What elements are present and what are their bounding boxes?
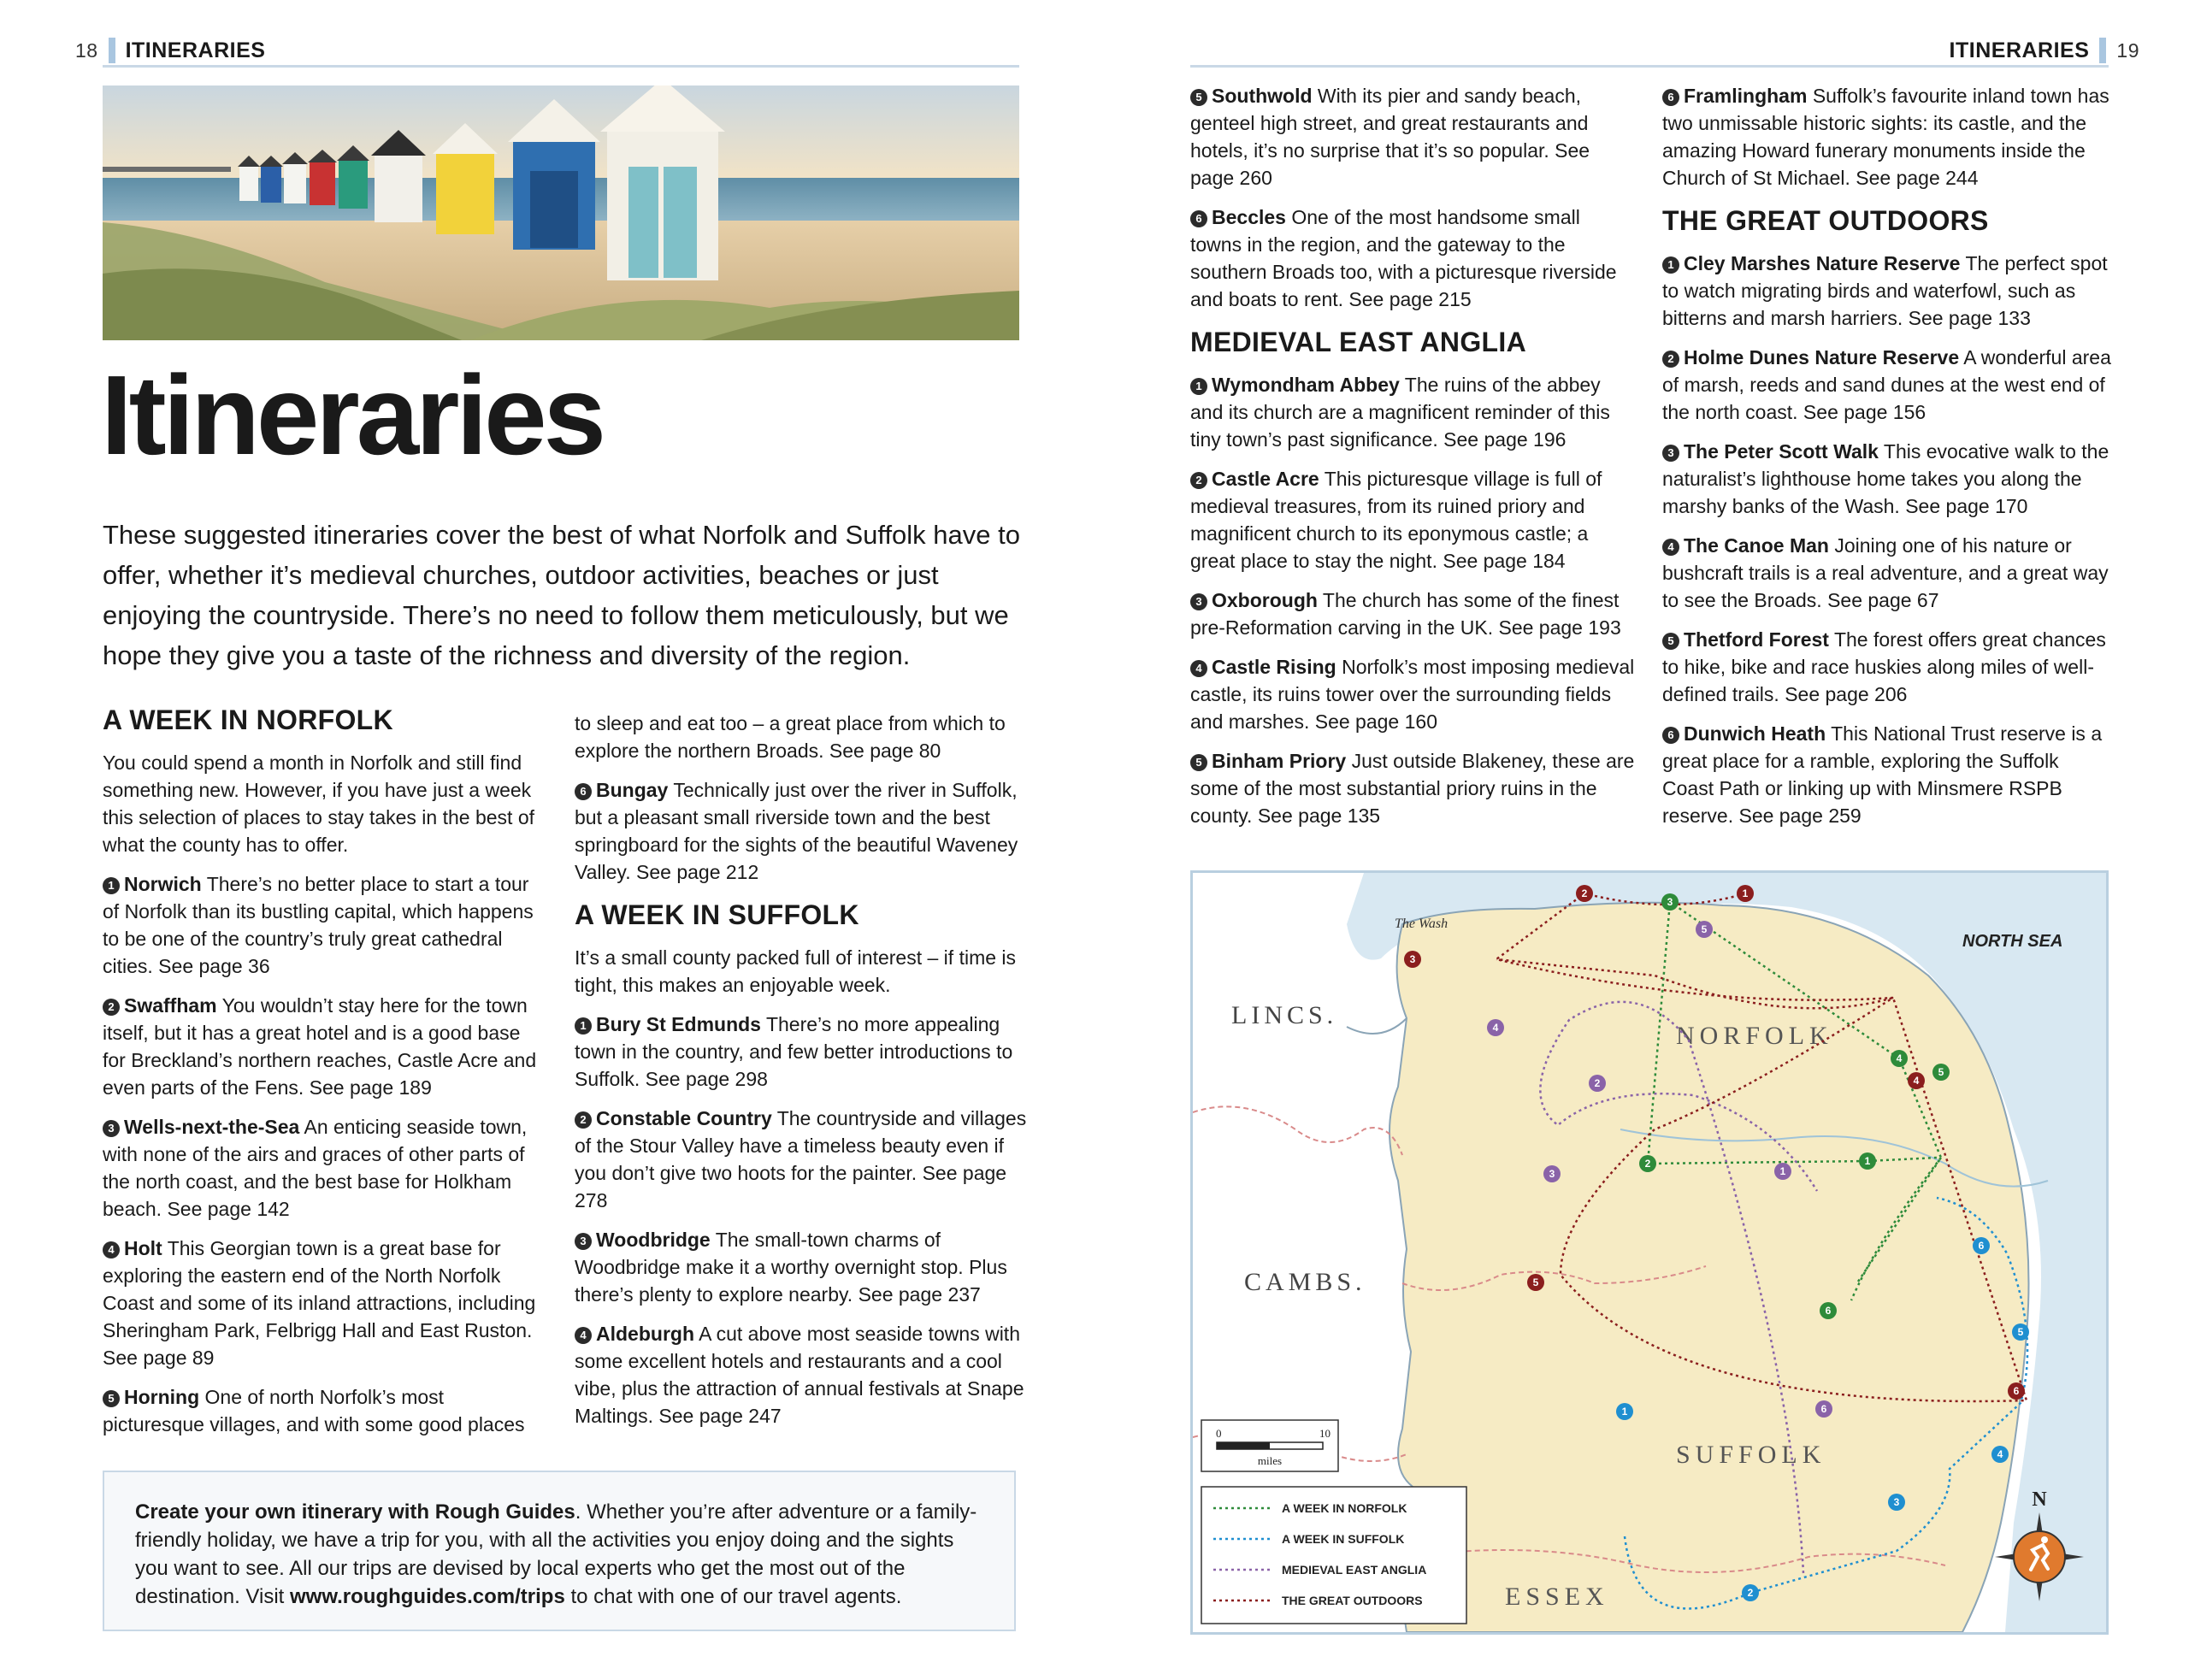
svg-text:2: 2 [1581,887,1588,899]
number-badge: 1 [1662,256,1679,274]
marker-medieval-6 [1815,1400,1832,1418]
svg-text:4: 4 [1896,1052,1903,1064]
page-title: Itineraries [101,352,603,478]
marker-norfolk-5 [1932,1064,1950,1081]
svg-text:1: 1 [1621,1406,1628,1418]
number-badge: 5 [103,1390,120,1407]
left-running-header [75,36,265,65]
item-name: Southwold [1212,85,1313,107]
item-name: Framlingham [1684,85,1808,107]
svg-text:4: 4 [1492,1022,1499,1034]
header-bar [2099,38,2106,63]
promo-lead: Create your own itinerary with Rough Guides [135,1500,575,1524]
item-name: Castle Acre [1212,468,1319,490]
marker-norfolk-6 [1820,1302,1837,1319]
svg-text:miles: miles [1257,1454,1283,1467]
marker-suffolk-1 [1616,1403,1633,1420]
svg-text:5: 5 [1701,923,1708,935]
marker-norfolk-2 [1639,1155,1656,1172]
svg-text:6: 6 [1978,1240,1985,1252]
marker-outdoors-1 [1737,885,1754,902]
number-badge: 5 [1662,633,1679,650]
promo-text: . Whether you’re after adventure or a family-friendly holiday, we have a trip for you, with all the activities you enjoy doing and the sights you want to see. All our trips are devised by local experts who get the most out of the destination. Visit [135,1500,977,1608]
item-name: Norwich [124,873,202,895]
outdoors-heading: THE GREAT OUTDOORS [1662,205,1989,236]
list-item [1662,626,2115,708]
list-item [1662,532,2115,614]
norfolk-heading: A WEEK IN NORFOLK [103,704,393,735]
itinerary-map [1190,870,2109,1635]
list-item [103,992,547,1101]
marker-suffolk-2 [1742,1584,1759,1601]
right-running-header [1950,36,2139,65]
map-label-lincs: LINCS. [1231,1001,1338,1029]
item-text: You wouldn’t stay here for the town itself, but it has a great hotel and is a good base for Breckland’s northern reaches, Castle Acre and even parts of the Fens. See page 189 [103,994,537,1099]
marker-outdoors-6 [2008,1382,2025,1400]
item-name: Bury St Edmunds [596,1013,761,1035]
marker-suffolk-6 [1973,1237,1990,1254]
item-name: Aldeburgh [596,1323,694,1345]
svg-text:THE GREAT OUTDOORS: THE GREAT OUTDOORS [1282,1594,1423,1607]
medieval-heading: MEDIEVAL EAST ANGLIA [1190,327,1526,357]
outdoors-column [1662,82,2115,841]
item-name: Beccles [1212,206,1286,228]
list-item [1190,653,1635,735]
number-badge: 4 [1662,539,1679,556]
item-name: Dunwich Heath [1684,722,1826,745]
marker-suffolk-5 [2012,1323,2029,1341]
item-text: This Georgian town is a great base for exploring the eastern end of the North Norfolk Coast and some of its inland attractions, including Sheringham Park, Felbrigg Hall and East Ruston. See page 89 [103,1237,536,1369]
number-badge: 1 [1190,378,1207,395]
item-text: Just outside Blakeney, these are some of the most substantial priory ruins in the county. See page 135 [1190,750,1635,827]
item-text: A wonderful area of marsh, reeds and sand dunes at the west end of the north coast. See page 156 [1662,346,2111,423]
list-item [1190,465,1635,575]
item-text: The small-town charms of Woodbridge make it a worthy overnight stop. Plus there’s plenty to explore nearby. See page 237 [575,1229,1007,1306]
suffolk-column [575,710,1028,1441]
item-text: This picturesque village is full of medieval treasures, from its ruined priory and magnificent church to its eponymous castle; a great place to stay the night. See page 184 [1190,468,1602,572]
medieval-column [1190,82,1635,841]
number-badge: 6 [1662,89,1679,106]
number-badge: 4 [103,1241,120,1259]
left-page-number: 18 [75,38,98,62]
item-text: Technically just over the river in Suffolk, but a pleasant small riverside town and the best springboard for the sights of the beautiful Waveney Valley. See page 212 [575,779,1018,883]
item-name: Wells-next-the-Sea [124,1116,300,1138]
marker-outdoors-2 [1576,885,1593,902]
header-rule [103,65,1019,68]
number-badge: 6 [575,783,592,800]
item-name: The Peter Scott Walk [1684,440,1879,463]
right-section-label: ITINERARIES [1949,38,2090,62]
beach-huts-photo [103,85,1019,340]
number-badge: 6 [1662,727,1679,744]
number-badge: 2 [1662,351,1679,368]
item-text: One of north Norfolk’s most picturesque villages, and with some good places [103,1386,525,1435]
item-name: Cley Marshes Nature Reserve [1684,252,1961,274]
item-name: Constable Country [596,1107,772,1129]
list-item [103,1113,547,1223]
item-text: The perfect spot to watch migrating birds and waterfowl, such as bitterns and marsh harriers. See page 133 [1662,252,2108,329]
number-badge: 4 [575,1327,592,1344]
item-text: A cut above most seaside towns with some excellent hotels and restaurants and a cool vibe, plus the attraction of annual festivals at Snape Maltings. See page 247 [575,1323,1024,1427]
item-text: The church has some of the finest pre-Reformation carving in the UK. See page 193 [1190,589,1621,639]
item-text: The forest offers great chances to hike, bike and race huskies along miles of well-defined trails. See page 206 [1662,628,2106,705]
svg-text:1: 1 [1779,1165,1786,1177]
marker-medieval-3 [1543,1165,1561,1182]
item-text: One of the most handsome small towns in the region, and the gateway to the southern Broads too, with a picturesque riverside and boats to rent. See page 215 [1190,206,1617,310]
scale-bar [1201,1420,1338,1471]
svg-text:3: 3 [1409,953,1416,965]
item-name: Binham Priory [1212,750,1347,772]
item-text: The ruins of the abbey and its church are a magnificent reminder of this tiny town’s past significance. See page 196 [1190,374,1610,451]
item-name: Holt [124,1237,162,1259]
item-text: Norfolk’s most imposing medieval castle, its ruins tower over the surrounding fields and marshes. See page 160 [1190,656,1635,733]
marker-suffolk-4 [1991,1446,2009,1463]
promo-link[interactable]: www.roughguides.com/trips [290,1585,565,1608]
item-name: Swaffham [124,994,217,1017]
norfolk-column [103,703,547,1450]
number-badge: 6 [1190,210,1207,227]
svg-text:2: 2 [1594,1077,1601,1089]
item-name: Wymondham Abbey [1212,374,1400,396]
number-badge: 3 [103,1120,120,1137]
promo-text-end: to chat with one of our travel agents. [564,1585,902,1608]
item-text: Joining one of his nature or bushcraft trails is a real adventure, and a great way to see the Broads. See page 67 [1662,534,2109,611]
svg-text:0: 0 [1216,1427,1222,1440]
list-item [1190,587,1635,641]
list-item-continued: to sleep and eat too – a great place from which to explore the northern Broads. See page 80 [575,712,1006,762]
suffolk-intro: It’s a small county packed full of interest – if time is tight, this makes an enjoyable week. [575,946,1017,996]
item-text: This National Trust reserve is a great place for a ramble, exploring the Suffolk Coast Path or linking up with Minsmere RSPB reserve. See page 259 [1662,722,2103,827]
list-item [1662,250,2115,332]
number-badge: 4 [1190,660,1207,677]
item-text: The countryside and villages of the Stour Valley have a timeless beauty even if you don’t give two hoots for the painter. See page 278 [575,1107,1027,1211]
number-badge: 5 [1190,89,1207,106]
item-text: This evocative walk to the naturalist’s lighthouse home takes you along the marshy banks of the Wash. See page 170 [1662,440,2109,517]
svg-text:1: 1 [1742,887,1749,899]
item-name: Holme Dunes Nature Reserve [1684,346,1960,368]
item-name: Woodbridge [596,1229,711,1251]
item-name: Castle Rising [1212,656,1336,678]
header-bar [109,38,115,63]
item-name: Bungay [596,779,669,801]
marker-norfolk-3 [1661,893,1679,911]
number-badge: 1 [575,1017,592,1035]
map-label-norfolk: NORFOLK [1676,1022,1833,1050]
item-text: There’s no more appealing town in the country, and few better introductions to Suffolk. See page 298 [575,1013,1013,1090]
list-item [1662,720,2115,829]
svg-text:3: 3 [1893,1496,1900,1508]
number-badge: 3 [575,1233,592,1250]
svg-text:N: N [2032,1488,2047,1511]
list-item [1190,82,1635,192]
svg-text:2: 2 [1644,1158,1651,1170]
item-name: Oxborough [1212,589,1318,611]
svg-text:1: 1 [1864,1155,1871,1167]
header-rule [1190,65,2109,68]
item-text: An enticing seaside town, with none of the airs and graces of other parts of the north coast, and the best base for Holkham beach. See page 142 [103,1116,528,1220]
marker-outdoors-5 [1527,1274,1544,1291]
svg-text:4: 4 [1913,1075,1920,1087]
number-badge: 2 [1190,472,1207,489]
item-name: Horning [124,1386,200,1408]
svg-text:10: 10 [1319,1427,1331,1440]
svg-text:3: 3 [1549,1168,1555,1180]
item-name: Thetford Forest [1684,628,1829,651]
svg-text:MEDIEVAL EAST ANGLIA: MEDIEVAL EAST ANGLIA [1282,1563,1427,1577]
map-label-cambs: CAMBS. [1244,1268,1366,1296]
map-label-north-sea: NORTH SEA [1962,932,2063,951]
number-badge: 2 [575,1111,592,1129]
svg-text:2: 2 [1747,1587,1754,1599]
svg-text:4: 4 [1997,1448,2003,1460]
item-text: There’s no better place to start a tour of Norfolk than its bustling capital, which happens to be one of the country’s truly great cathedral cities. See page 36 [103,873,534,977]
marker-outdoors-4 [1908,1072,1925,1089]
list-item [575,776,1028,886]
map-label-suffolk: SUFFOLK [1676,1441,1826,1469]
map-label-wash: The Wash [1395,917,1449,931]
promo-box [103,1471,1016,1631]
item-name: The Canoe Man [1684,534,1829,557]
svg-text:3: 3 [1667,896,1673,908]
svg-text:6: 6 [1820,1403,1827,1415]
marker-medieval-4 [1487,1019,1504,1036]
marker-medieval-5 [1696,921,1713,938]
number-badge: 5 [1190,754,1207,771]
number-badge: 1 [103,877,120,894]
svg-text:A WEEK IN NORFOLK: A WEEK IN NORFOLK [1282,1501,1407,1515]
marker-suffolk-3 [1888,1494,1905,1511]
svg-text:6: 6 [2013,1385,2020,1397]
number-badge: 3 [1190,593,1207,610]
number-badge: 3 [1662,445,1679,462]
map-label-essex: ESSEX [1505,1583,1609,1611]
land-area [1390,903,2029,1632]
marker-norfolk-4 [1891,1050,1908,1067]
list-item [103,1383,547,1438]
list-item [1662,438,2115,520]
list-item [103,870,547,980]
svg-text:5: 5 [2017,1326,2024,1338]
left-page [0,0,1094,1680]
list-item [575,1226,1028,1308]
number-badge: 2 [103,999,120,1016]
marker-outdoors-3 [1404,951,1421,968]
left-section-label: ITINERARIES [125,38,266,62]
list-item [575,1105,1028,1214]
marker-norfolk-1 [1859,1152,1876,1170]
right-page-number: 19 [2116,38,2139,62]
svg-text:5: 5 [1938,1066,1944,1078]
suffolk-heading: A WEEK IN SUFFOLK [575,899,859,930]
list-item [1662,344,2115,426]
right-page [1094,0,2189,1680]
list-item [575,1320,1028,1429]
map-legend [1201,1487,1466,1624]
marker-medieval-1 [1774,1163,1791,1180]
svg-text:6: 6 [1825,1305,1832,1317]
list-item [1190,371,1635,453]
item-text: Suffolk’s favourite inland town has two unmissable historic sights: its castle, and the amazing Howard funerary monuments inside the Church of St Michael. See page 244 [1662,85,2109,189]
list-item [1190,203,1635,313]
marker-medieval-2 [1589,1075,1606,1092]
svg-text:A WEEK IN SUFFOLK: A WEEK IN SUFFOLK [1282,1532,1405,1546]
norfolk-intro: You could spend a month in Norfolk and still find something new. However, if you have just a week this selection of places to stay takes in the best of what the county has to offer. [103,752,535,856]
item-text: With its pier and sandy beach, genteel high street, and great restaurants and hotels, it’s no surprise that it’s so popular. See page 260 [1190,85,1590,189]
list-item [1190,747,1635,829]
list-item [1662,82,2115,192]
svg-text:5: 5 [1532,1276,1539,1288]
intro-paragraph: These suggested itineraries cover the best of what Norfolk and Suffolk have to offer, whether it’s medieval churches, outdoor activities, beaches or just enjoying the countryside. There’s no need to follow them meticulously, but we hope they give you a taste of the richness and diversity of the region. [103,520,1020,670]
list-item [103,1235,547,1371]
list-item [575,1011,1028,1093]
